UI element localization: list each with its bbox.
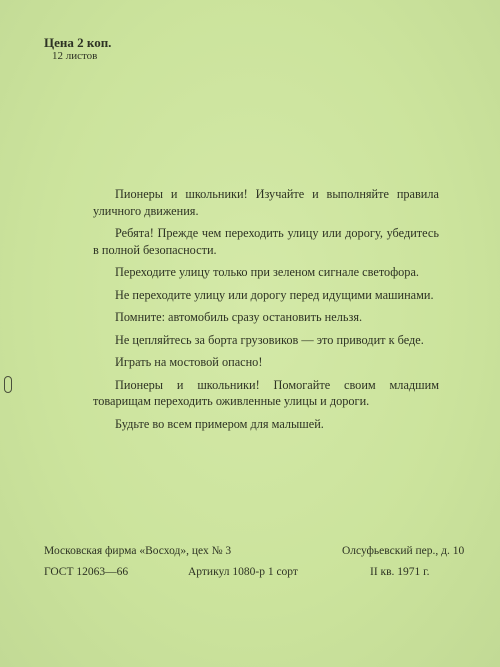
manufacturer: Московская фирма «Восход», цех № 3 <box>44 545 232 557</box>
gost-standard: ГОСТ 12063—66 <box>44 566 129 578</box>
article-number: Артикул 1080-р 1 сорт <box>188 566 298 578</box>
rule-paragraph: Не цепляйтесь за борта грузовиков — это приводит к беде. <box>115 332 424 347</box>
rule-paragraph: Помните: автомобиль сразу остановить нельзя. <box>115 310 363 324</box>
print-date: II кв. 1971 г. <box>370 566 430 578</box>
rule-paragraph: Не переходите улицу или дорогу перед идущими машинами. <box>115 287 434 302</box>
address: Олсуфьевский пер., д. 10 <box>342 545 465 557</box>
sheet-count: 12 листов <box>52 50 98 62</box>
binding-hole <box>4 376 12 393</box>
rule-paragraph: Ребята! Прежде чем переходить улицу или дорогу, убедитесь в полной безопасности. <box>93 226 439 257</box>
rule-paragraph: Пионеры и школьники! Изучайте и выполняйте правила уличного движения. <box>93 187 439 218</box>
rule-paragraph: Играть на мостовой опасно! <box>115 355 263 369</box>
price-label: Цена 2 коп. <box>44 35 112 50</box>
rule-paragraph: Будьте во всем примером для малышей. <box>115 416 324 431</box>
rule-paragraph: Пионеры и школьники! Помогайте своим младшим товарищам переходить оживленные улицы и дороги. <box>93 377 439 408</box>
rule-paragraph: Переходите улицу только при зеленом сигнале светофора. <box>115 265 419 279</box>
traffic-rules-text <box>93 186 439 438</box>
